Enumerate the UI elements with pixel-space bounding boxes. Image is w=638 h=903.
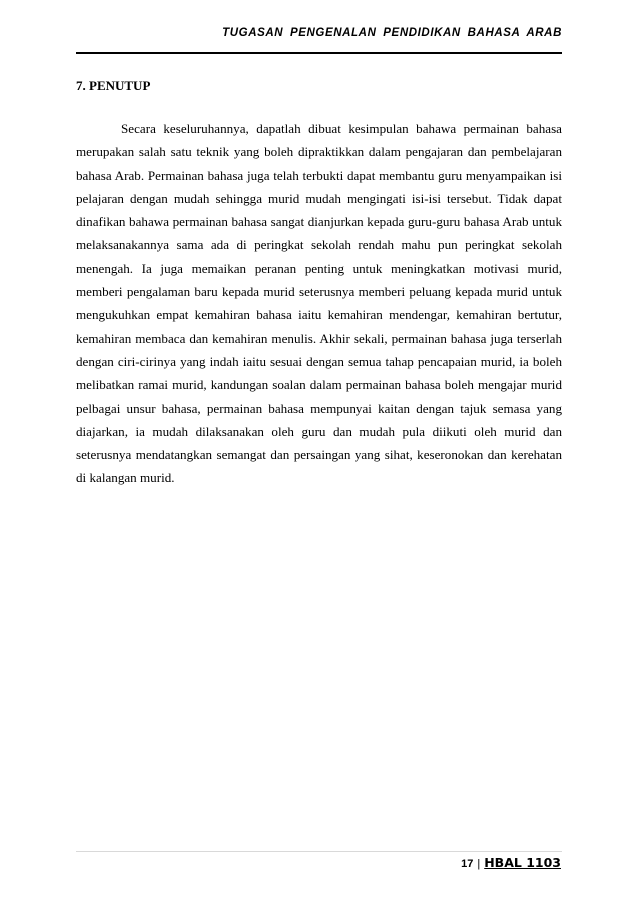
body-paragraph: Secara keseluruhannya, dapatlah dibuat kesimpulan bahawa permainan bahasa merupakan salah satu teknik yang boleh dipraktikkan dalam pengajaran dan pembelajaran bahasa Arab. Permainan bahasa juga telah terbukti dapat membantu guru menyampaikan isi pelajaran dengan mudah sehingga murid mudah mengingati isi-isi tersebut. Tidak dapat dinafikan bahawa permainan bahasa sangat dianjurkan kepada guru-guru bahasa Arab untuk melaksanakannya sama ada di peringkat sekolah rendah mahu pun peringkat sekolah menengah. Ia juga memaikan peranan penting untuk meningkatkan motivasi murid, memberi pengalaman baru kepada murid seterusnya memberi peluang kepada murid untuk mengukuhkan empat kemahiran bahasa iaitu kemahiran mendengar, kemahiran bertutur, kemahiran membaca dan kemahiran menulis. Akhir sekali, permainan bahasa juga terserlah dengan ciri-cirinya yang indah iaitu sesuai dengan semua tahap pencapaian murid, ia boleh melibatkan ramai murid, kandungan soalan dalam permainan bahasa boleh mengajar murid pelbagai unsur bahasa, permainan bahasa mempunyai kaitan dengan tajuk semasa yang diajarkan, ia mudah dilaksanakan oleh guru dan mudah pula diikuti oleh murid dan seterusnya mendatangkan semangat dan persaingan yang sihat, keseronokan dan kerehatan di kalangan murid. (76, 121, 562, 486)
footer-separator: | (477, 858, 481, 870)
section-title: 7. PENUTUP (76, 78, 151, 93)
header-title: TUGASAN PENGENALAN PENDIDIKAN BAHASA ARAB (222, 27, 562, 39)
page-footer (461, 855, 561, 870)
page-header (76, 27, 562, 39)
footer-divider (76, 851, 562, 852)
header-divider (76, 52, 562, 54)
course-code: HBAL 1103 (484, 855, 561, 870)
page-number: 17 (461, 858, 474, 870)
